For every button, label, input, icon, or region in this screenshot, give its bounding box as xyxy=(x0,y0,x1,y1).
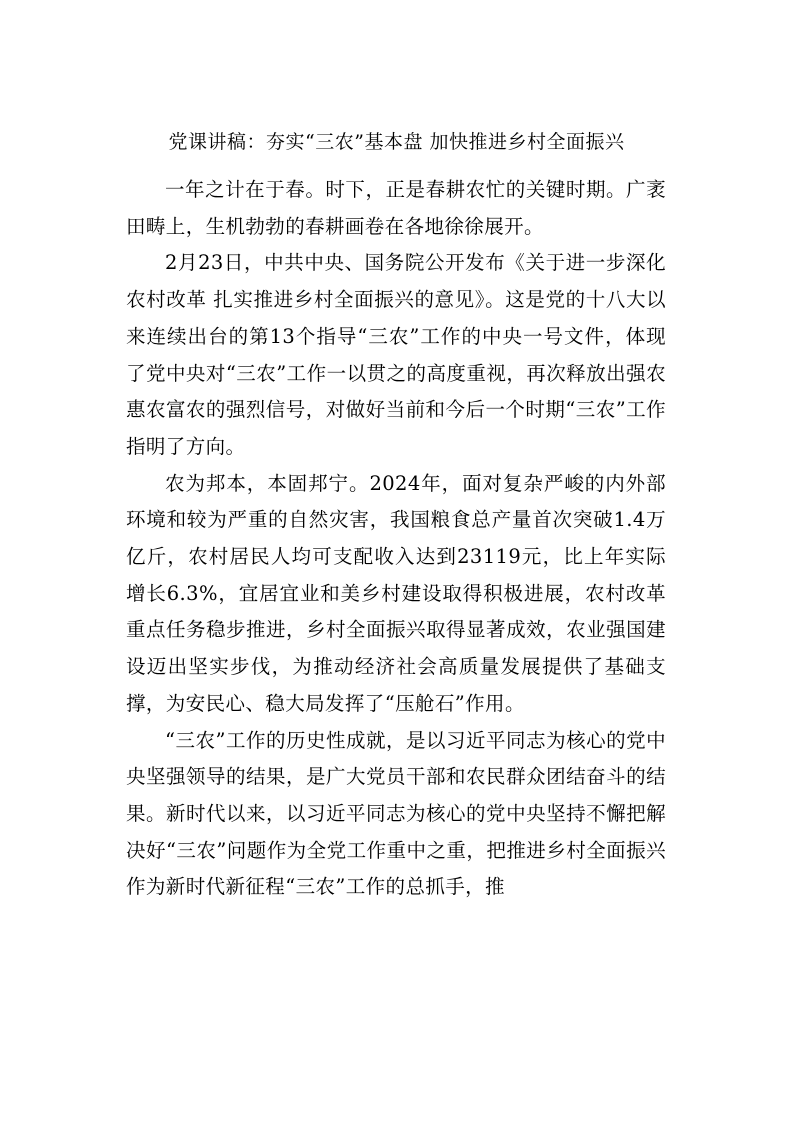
document-body xyxy=(126,172,666,906)
paragraph-1: 一年之计在于春。时下，正是春耕农忙的关键时期。广袤田畴上，生机勃勃的春耕画卷在各地徐徐展开。 xyxy=(126,178,666,238)
paragraph-3: 农为邦本，本固邦宁。2024年，面对复杂严峻的内外部环境和较为严重的自然灾害，我国粮食总产量首次突破1.4万亿斤，农村居民人均可支配收入达到23119元，比上年实际增长6.3%，宜居宜业和美乡村建设取得积极进展，农村改革重点任务稳步推进，乡村全面振兴取得显著成效，农业强国建设迈出坚实步伐，为推动经济社会高质量发展提供了基础支撑，为安民心、稳大局发挥了“压舱石”作用。 xyxy=(126,471,666,715)
paragraph-4: “三农”工作的历史性成就，是以习近平同志为核心的党中央坚强领导的结果，是广大党员干部和农民群众团结奋斗的结果。新时代以来，以习近平同志为核心的党中央坚持不懈把解决好“三农”问题作为全党工作重中之重，把推进乡村全面振兴作为新时代新征程“三农”工作的总抓手，推 xyxy=(126,728,666,899)
paragraph-2: 2月23日，中共中央、国务院公开发布《关于进一步深化农村改革 扎实推进乡村全面振兴的意见》。这是党的十八大以来连续出台的第13个指导“三农”工作的中央一号文件，体现了党中央对“三农”工作一以贯之的高度重视，再次释放出强农惠农富农的强烈信号，对做好当前和今后一个时期“三农”工作指明了方向。 xyxy=(126,251,666,458)
document-title: 党课讲稿：夯实“三农”基本盘 加快推进乡村全面振兴 xyxy=(168,131,625,153)
